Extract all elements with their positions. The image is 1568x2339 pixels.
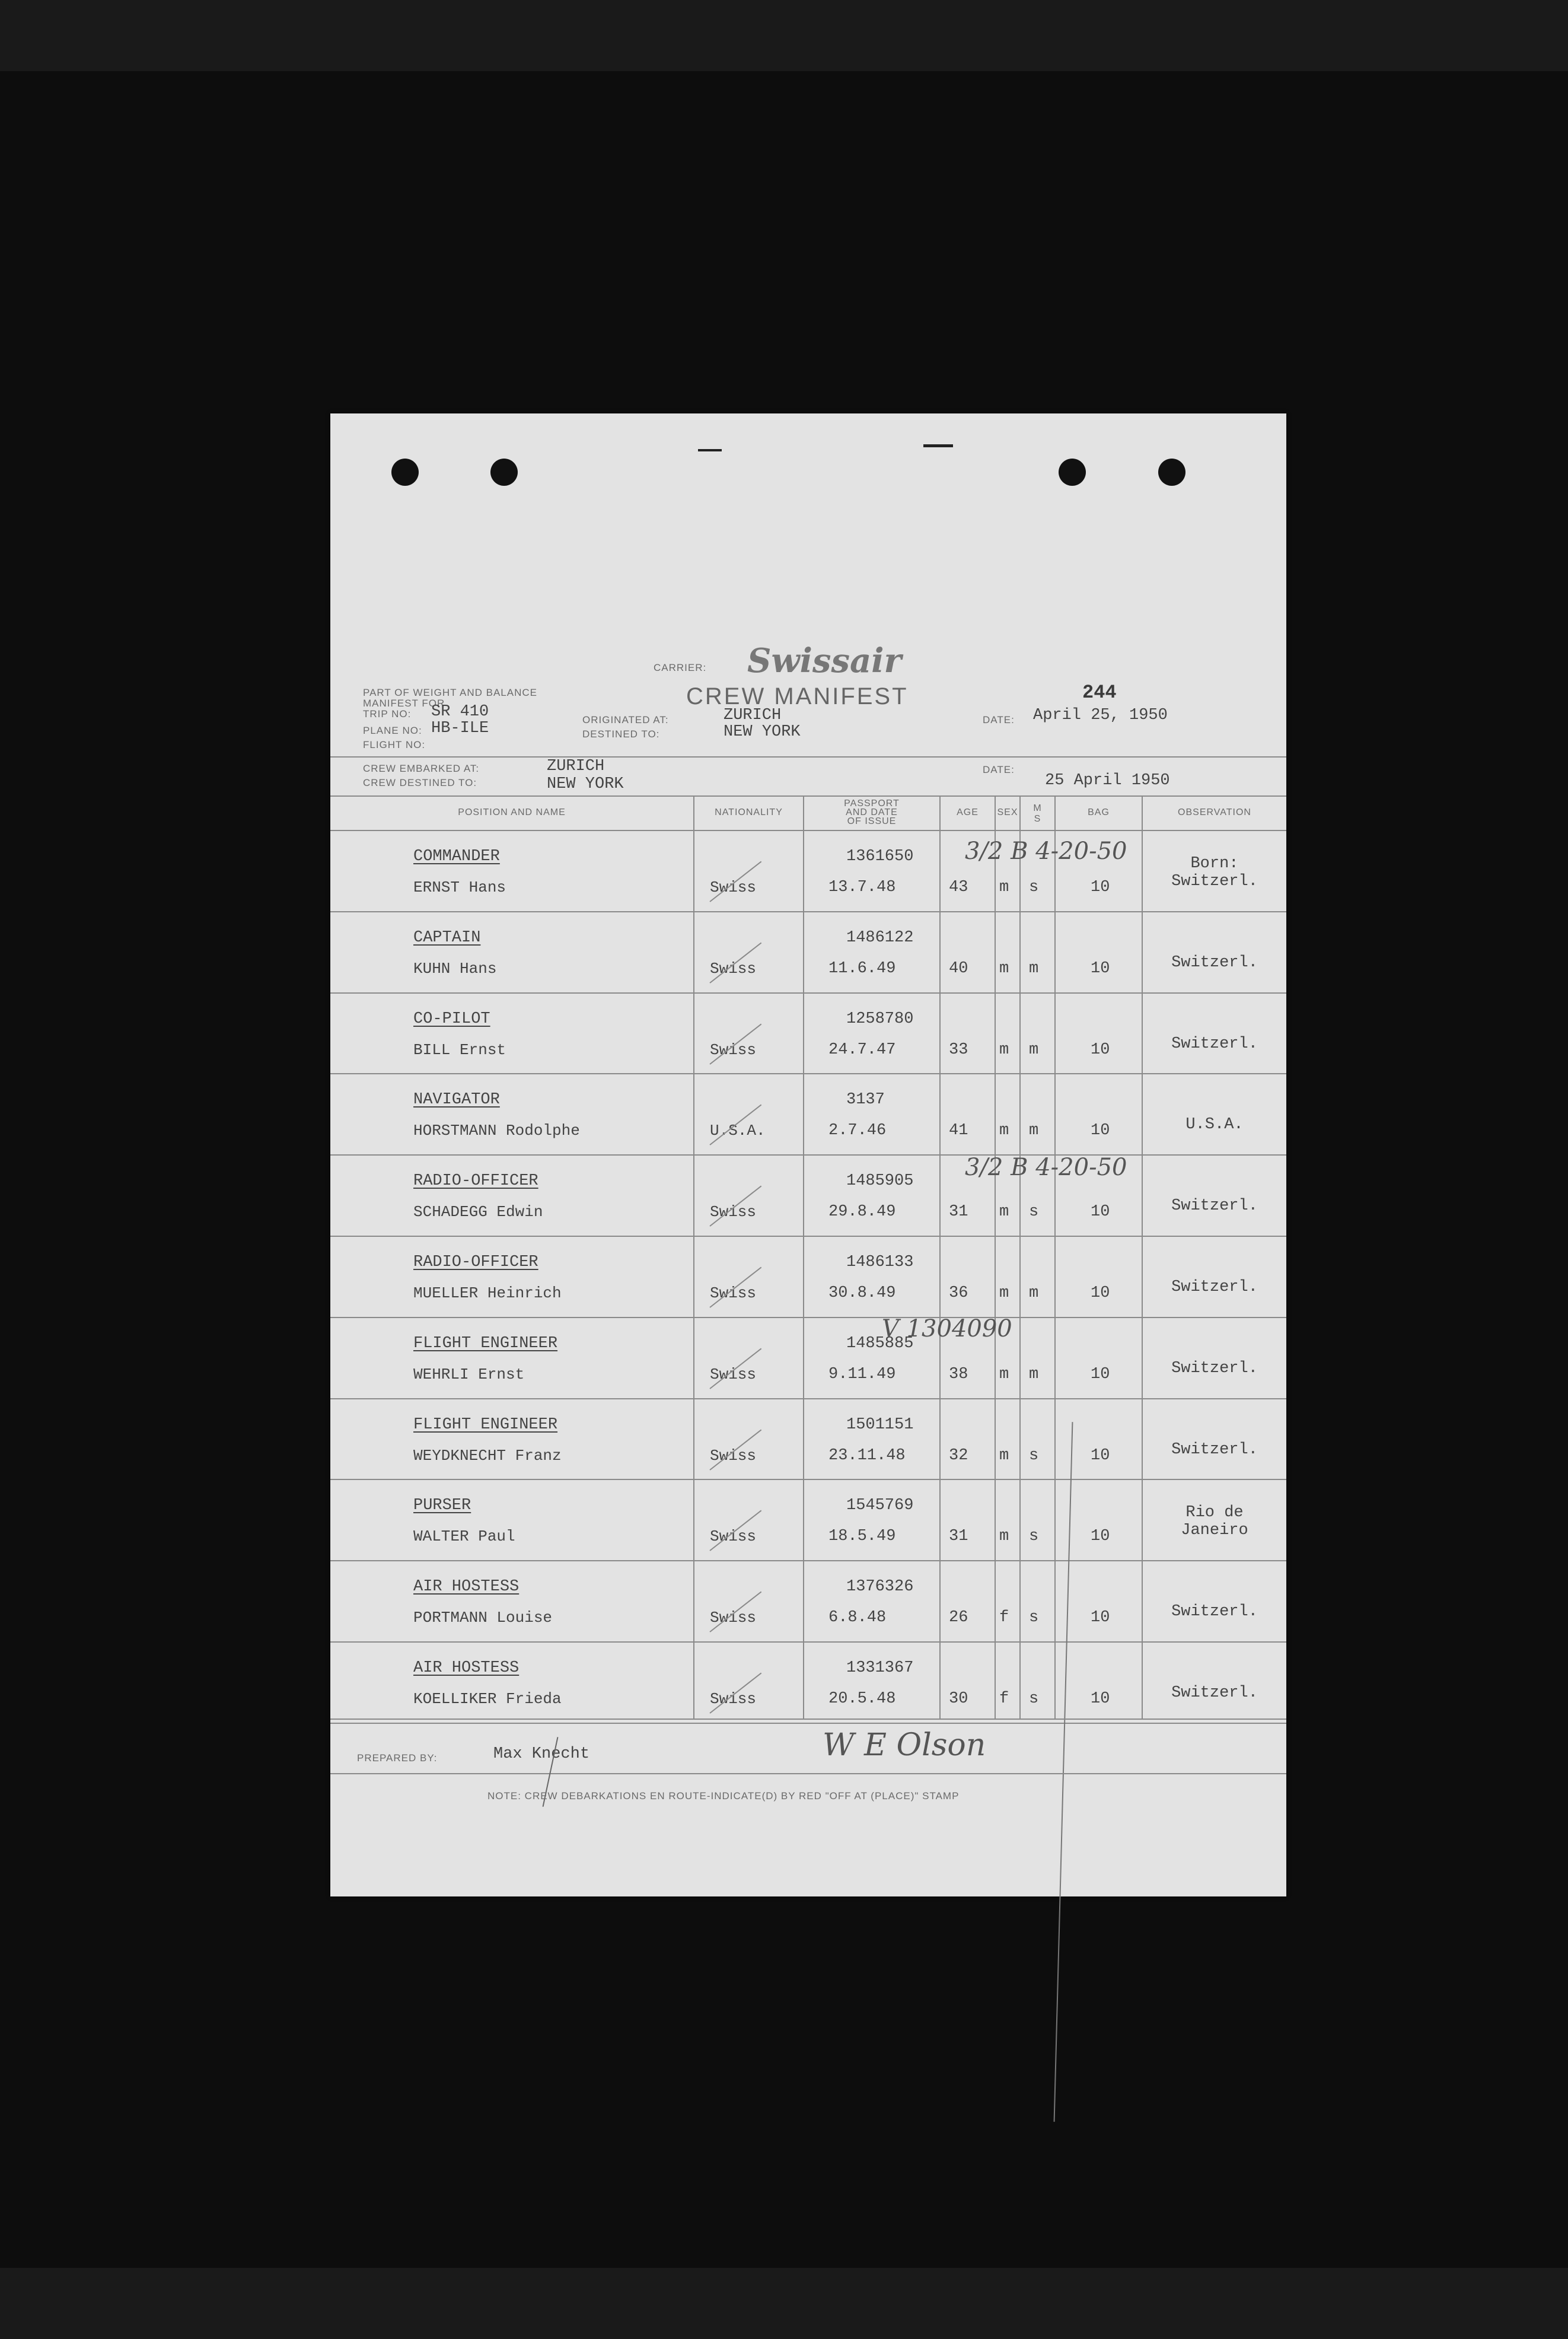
crew-sex: m xyxy=(999,959,1009,978)
bag-count: 10 xyxy=(1091,879,1110,896)
footer-rule xyxy=(330,1773,1286,1774)
passport-number: 1485885 xyxy=(846,1334,914,1353)
crew-position: AIR HOSTESS xyxy=(413,1659,520,1677)
crew-name: PORTMANN Louise xyxy=(413,1609,553,1627)
passport-number: 1486133 xyxy=(846,1253,914,1271)
crew-marital-status: s xyxy=(1029,1446,1039,1465)
crew-age: 40 xyxy=(949,959,968,978)
crew-marital-status: s xyxy=(1029,1609,1039,1627)
bag-count: 10 xyxy=(1091,1446,1110,1465)
col-ms-header-2: S xyxy=(1034,814,1041,824)
crew-name: KUHN Hans xyxy=(413,959,497,978)
date-label: DATE: xyxy=(983,714,1015,725)
crew-nationality: Swiss xyxy=(710,1527,757,1546)
passport-number: 1361650 xyxy=(846,848,914,865)
col-passport-header-1: PASSPORT xyxy=(844,798,900,809)
handwritten-note: V 1304090 xyxy=(882,1315,1012,1342)
signature: W E Olson xyxy=(823,1727,986,1763)
flight-no-label: FLIGHT NO: xyxy=(363,739,426,750)
handwritten-note: 3/2 B 4-20-50 xyxy=(965,1154,1127,1181)
originated: ZURICH xyxy=(724,707,782,724)
crew-position: AIR HOSTESS xyxy=(413,1578,520,1596)
passport-issue-date: 20.5.48 xyxy=(828,1690,896,1708)
col-position-header: POSITION AND NAME xyxy=(458,807,566,817)
crew-destined: NEW YORK xyxy=(547,775,624,793)
crew-marital-status: s xyxy=(1029,1203,1039,1221)
crew-marital-status: s xyxy=(1029,1690,1039,1708)
crew-sex: m xyxy=(999,1365,1009,1383)
embarked: ZURICH xyxy=(547,758,605,775)
manifest-number: 244 xyxy=(1082,682,1117,704)
crew-nationality: Swiss xyxy=(710,1446,757,1465)
crew-position: NAVIGATOR xyxy=(413,1091,500,1109)
passport-number: 1486122 xyxy=(846,928,914,947)
paper-mark xyxy=(698,449,722,451)
crew-name: MUELLER Heinrich xyxy=(413,1284,562,1302)
punch-hole xyxy=(490,459,518,486)
passport-issue-date: 23.11.48 xyxy=(828,1446,906,1465)
crew-age: 38 xyxy=(949,1365,968,1383)
crew-marital-status: m xyxy=(1029,1284,1039,1302)
part-of-label: PART OF WEIGHT AND BALANCE xyxy=(363,687,537,698)
plane-no-label: PLANE NO: xyxy=(363,725,422,736)
crew-marital-status: s xyxy=(1029,1527,1039,1546)
crew-observation: Switzerl. xyxy=(1171,1440,1258,1459)
passport-number: 1331367 xyxy=(846,1659,914,1677)
crew-position: CO-PILOT xyxy=(413,1010,490,1028)
crew-observation: Switzerl. xyxy=(1171,1603,1258,1621)
trip-no: SR 410 xyxy=(431,703,489,721)
col-bag-header: BAG xyxy=(1088,807,1110,817)
crew-sex: f xyxy=(999,1690,1009,1708)
crew-nationality: Swiss xyxy=(710,1609,757,1627)
passport-issue-date: 11.6.49 xyxy=(828,959,896,978)
destined: NEW YORK xyxy=(724,723,801,741)
prepared-by-label: PREPARED BY: xyxy=(357,1752,438,1764)
bag-count: 10 xyxy=(1091,1122,1110,1140)
crew-age: 33 xyxy=(949,1040,968,1059)
crew-position: PURSER xyxy=(413,1497,471,1515)
paper-mark xyxy=(923,444,953,447)
bag-count: 10 xyxy=(1091,1609,1110,1627)
crew-observation: Switzerl. xyxy=(1171,1684,1258,1702)
crew-marital-status: m xyxy=(1029,959,1039,978)
crew-destined-label: CREW DESTINED TO: xyxy=(363,777,477,788)
crew-observation: Rio de Janeiro xyxy=(1181,1504,1248,1540)
table-top-rule xyxy=(330,795,1286,797)
table-row xyxy=(330,994,1286,1075)
crew-sex: m xyxy=(999,1203,1009,1221)
crew-marital-status: m xyxy=(1029,1365,1039,1383)
handwritten-note: 3/2 B 4-20-50 xyxy=(965,838,1127,865)
plane-no: HB-ILE xyxy=(431,720,489,737)
passport-issue-date: 2.7.46 xyxy=(828,1122,887,1140)
originated-label: ORIGINATED AT: xyxy=(582,714,669,725)
prepared-by: Max Knecht xyxy=(493,1745,590,1763)
crew-name: SCHADEGG Edwin xyxy=(413,1203,543,1221)
film-border-top xyxy=(0,0,1568,71)
passport-number: 1485905 xyxy=(846,1172,914,1191)
crew-nationality: Swiss xyxy=(710,1690,757,1708)
crew-nationality: Swiss xyxy=(710,1040,757,1059)
crew-marital-status: s xyxy=(1029,879,1039,896)
col-passport-header-3: OF ISSUE xyxy=(847,816,897,826)
punch-hole xyxy=(1158,459,1185,486)
crew-sex: m xyxy=(999,1446,1009,1465)
crew-nationality: Swiss xyxy=(710,959,757,978)
crew-position: CAPTAIN xyxy=(413,928,481,947)
table-row xyxy=(330,1237,1286,1318)
date2-label: DATE: xyxy=(983,764,1015,775)
crew-name: WEYDKNECHT Franz xyxy=(413,1446,562,1465)
crew-sex: m xyxy=(999,1527,1009,1546)
manifest-for-label: MANIFEST FOR xyxy=(363,698,445,709)
table-row xyxy=(330,831,1286,912)
crew-nationality: Swiss xyxy=(710,1284,757,1302)
crew-age: 31 xyxy=(949,1527,968,1546)
passport-number: 3137 xyxy=(846,1091,885,1109)
bag-count: 10 xyxy=(1091,1365,1110,1383)
crew-nationality: Swiss xyxy=(710,1203,757,1221)
passport-issue-date: 13.7.48 xyxy=(828,879,896,896)
form-title: CREW MANIFEST xyxy=(686,683,909,709)
passport-issue-date: 29.8.49 xyxy=(828,1203,896,1221)
crew-sex: m xyxy=(999,1284,1009,1302)
crew-name: BILL Ernst xyxy=(413,1040,506,1059)
crew-observation: Switzerl. xyxy=(1171,1035,1258,1053)
crew-name: HORSTMANN Rodolphe xyxy=(413,1122,580,1140)
crew-age: 43 xyxy=(949,879,968,896)
passport-issue-date: 6.8.48 xyxy=(828,1609,887,1627)
crew-age: 26 xyxy=(949,1609,968,1627)
crew-observation: Switzerl. xyxy=(1171,1359,1258,1377)
crew-age: 31 xyxy=(949,1203,968,1221)
crew-position: RADIO-OFFICER xyxy=(413,1253,538,1271)
date2: 25 April 1950 xyxy=(1045,772,1170,790)
crew-observation: Switzerl. xyxy=(1171,1278,1258,1296)
passport-number: 1376326 xyxy=(846,1578,914,1596)
crew-age: 36 xyxy=(949,1284,968,1302)
crew-observation: U.S.A. xyxy=(1185,1116,1244,1134)
carrier-logo: Swissair xyxy=(747,641,902,680)
crew-sex: f xyxy=(999,1609,1009,1627)
embarked-label: CREW EMBARKED AT: xyxy=(363,763,480,774)
crew-position: FLIGHT ENGINEER xyxy=(413,1334,558,1353)
crew-sex: m xyxy=(999,1040,1009,1059)
passport-issue-date: 9.11.49 xyxy=(828,1365,896,1383)
crew-marital-status: m xyxy=(1029,1122,1039,1140)
crew-position: COMMANDER xyxy=(413,848,500,865)
col-observation-header: OBSERVATION xyxy=(1178,807,1251,817)
rule xyxy=(330,756,1286,758)
crew-age: 32 xyxy=(949,1446,968,1465)
crew-marital-status: m xyxy=(1029,1040,1039,1059)
table-row xyxy=(330,1480,1286,1561)
crew-age: 41 xyxy=(949,1122,968,1140)
crew-name: WALTER Paul xyxy=(413,1527,515,1546)
col-nationality-header: NATIONALITY xyxy=(715,807,783,817)
passport-number: 1258780 xyxy=(846,1010,914,1028)
crew-nationality: Swiss xyxy=(710,1365,757,1383)
table-row xyxy=(330,1399,1286,1481)
crew-position: FLIGHT ENGINEER xyxy=(413,1415,558,1434)
table-row xyxy=(330,912,1286,994)
col-age-header: AGE xyxy=(957,807,979,817)
col-ms-header-1: M xyxy=(1033,803,1042,813)
passport-issue-date: 24.7.47 xyxy=(828,1040,896,1059)
bag-count: 10 xyxy=(1091,959,1110,978)
date: April 25, 1950 xyxy=(1033,707,1168,724)
passport-issue-date: 18.5.49 xyxy=(828,1527,896,1546)
crew-observation: Switzerl. xyxy=(1171,953,1258,972)
trip-no-label: TRIP NO: xyxy=(363,708,412,720)
crew-position: RADIO-OFFICER xyxy=(413,1172,538,1191)
table-row xyxy=(330,1318,1286,1399)
bag-count: 10 xyxy=(1091,1284,1110,1302)
passport-number: 1545769 xyxy=(846,1497,914,1515)
footer-note: NOTE: CREW DEBARKATIONS EN ROUTE-INDICATE(D) BY RED "OFF AT (PLACE)" STAMP xyxy=(487,1790,960,1802)
crew-sex: m xyxy=(999,1122,1009,1140)
passport-number: 1501151 xyxy=(846,1415,914,1434)
passport-issue-date: 30.8.49 xyxy=(828,1284,896,1302)
bag-count: 10 xyxy=(1091,1203,1110,1221)
manifest-page xyxy=(330,413,1286,1896)
punch-hole xyxy=(391,459,419,486)
table-row xyxy=(330,1561,1286,1643)
carrier-label: CARRIER: xyxy=(654,662,707,673)
table-row xyxy=(330,1156,1286,1237)
crew-age: 30 xyxy=(949,1690,968,1708)
crew-name: WEHRLI Ernst xyxy=(413,1365,525,1383)
col-passport-header-2: AND DATE xyxy=(846,807,898,817)
film-border-bottom xyxy=(0,2268,1568,2339)
crew-observation: Switzerl. xyxy=(1171,1197,1258,1215)
crew-name: ERNST Hans xyxy=(413,879,506,896)
bag-count: 10 xyxy=(1091,1527,1110,1546)
destined-label: DESTINED TO: xyxy=(582,728,660,740)
col-sex-header: SEX xyxy=(997,807,1018,817)
bag-count: 10 xyxy=(1091,1040,1110,1059)
crew-nationality: Swiss xyxy=(710,879,757,896)
punch-hole xyxy=(1059,459,1086,486)
table-row xyxy=(330,1074,1286,1156)
table-bottom-rule xyxy=(330,1719,1286,1720)
row-rule xyxy=(330,1723,1286,1724)
crew-nationality: U.S.A. xyxy=(710,1122,766,1140)
table-row xyxy=(330,1643,1286,1724)
bag-count: 10 xyxy=(1091,1690,1110,1708)
crew-sex: m xyxy=(999,879,1009,896)
crew-observation: Born: Switzerl. xyxy=(1171,855,1258,890)
crew-name: KOELLIKER Frieda xyxy=(413,1690,562,1708)
